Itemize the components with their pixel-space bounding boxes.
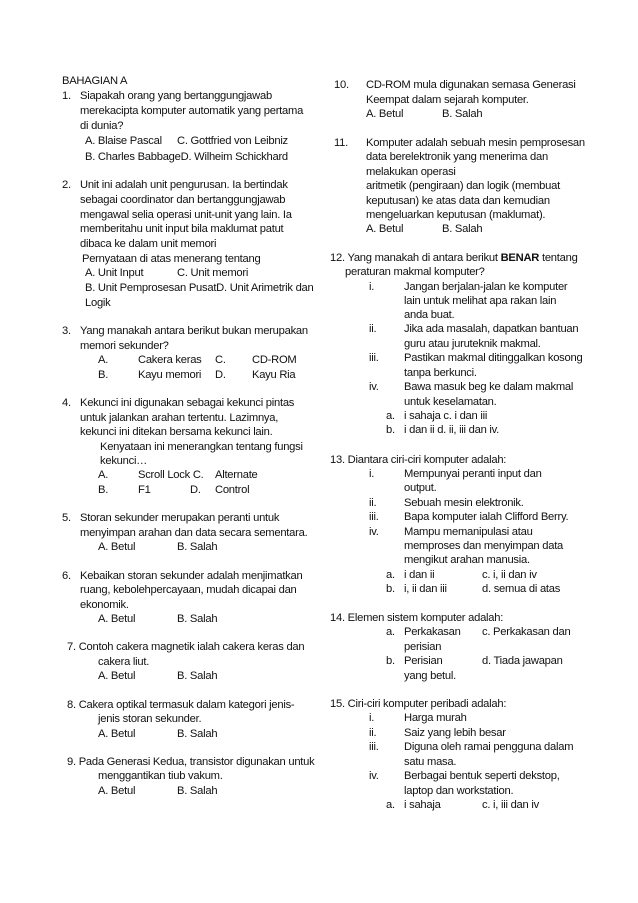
option-a-c: i sahaja c. i dan iii bbox=[404, 410, 488, 422]
question-text: merekacipta komputer automatik yang pertama bbox=[80, 105, 304, 117]
question-text: Yang manakah antara berikut bukan merupakan bbox=[80, 325, 308, 337]
question-text: Keempat dalam sejarah komputer. bbox=[366, 94, 529, 106]
section-title: BAHAGIAN A bbox=[62, 75, 128, 87]
question-text: mengawal selia operasi unit-unit yang lain. Ia bbox=[80, 209, 292, 221]
question-text: peraturan makmal komputer? bbox=[345, 266, 485, 278]
option-c-cont: perisian bbox=[404, 641, 442, 653]
question-text: ekonomik. bbox=[80, 599, 129, 611]
option-a: A. Betul bbox=[98, 785, 136, 797]
item-numeral: i. bbox=[369, 712, 375, 724]
emphasis-benar: BENAR bbox=[500, 252, 540, 264]
item-text: Pastikan makmal ditinggalkan kosong bbox=[404, 352, 583, 364]
item-text: memproses dan menyimpan data bbox=[404, 540, 564, 552]
option-a: Scroll Lock C. bbox=[138, 469, 204, 481]
option-a: A. Betul bbox=[98, 728, 136, 740]
question-text: untuk jalankan arahan tertentu. Lazimnya, bbox=[80, 412, 279, 424]
option-c: c. i, ii dan iv bbox=[482, 569, 537, 581]
option-a: A. Unit Input bbox=[85, 267, 144, 279]
item-numeral: iii. bbox=[369, 511, 379, 523]
option-b-letter: B. bbox=[98, 484, 109, 496]
option-b-d: i dan ii d. ii, iii dan iv. bbox=[404, 424, 500, 436]
option-b: Perisian bbox=[404, 655, 443, 667]
option-b: B. Salah bbox=[177, 670, 218, 682]
item-text: Bapa komputer ialah Clifford Berry. bbox=[404, 511, 569, 523]
question-text: 15. Ciri-ciri komputer peribadi adalah: bbox=[330, 698, 507, 710]
option-c: C. Unit memori bbox=[177, 267, 249, 279]
item-text: Mampu memanipulasi atau bbox=[404, 526, 533, 538]
question-text: memberitahu unit input bila maklumat patut bbox=[80, 223, 284, 235]
option-b: i, ii dan iii bbox=[404, 583, 447, 595]
item-text: Berbagai bentuk seperti dekstop, bbox=[404, 770, 560, 782]
question-number: 5. bbox=[62, 512, 71, 524]
option-a-letter: a. bbox=[386, 799, 395, 811]
item-numeral: ii. bbox=[369, 497, 377, 509]
question-text: mengeluarkan keputusan (maklumat). bbox=[366, 209, 546, 221]
question-text: Unit ini adalah unit pengurusan. Ia bertindak bbox=[80, 179, 288, 191]
item-numeral: i. bbox=[369, 468, 375, 480]
option-a-letter: a. bbox=[386, 626, 395, 638]
option-d-letter: D. bbox=[215, 369, 226, 381]
item-text: lain untuk melihat apa rakan lain bbox=[404, 295, 557, 307]
option-b: Kayu memori bbox=[138, 369, 202, 381]
option-b-letter: b. bbox=[386, 583, 395, 595]
item-numeral: ii. bbox=[369, 727, 377, 739]
item-numeral: iv. bbox=[369, 381, 379, 393]
question-text: data berelektronik yang menerima dan bbox=[366, 151, 548, 163]
question-text: Kenyataan ini menerangkan tentang fungsi bbox=[100, 441, 303, 453]
option-b: B. Salah bbox=[442, 108, 483, 120]
question-number: 6. bbox=[62, 570, 71, 582]
item-numeral: iii. bbox=[369, 741, 379, 753]
question-text: Kekunci ini digunakan sebagai kekunci pintas bbox=[80, 397, 295, 409]
question-number: 11. bbox=[334, 137, 348, 149]
item-text: Jangan berjalan-jalan ke komputer bbox=[404, 281, 568, 293]
question-number: 2. bbox=[62, 179, 71, 191]
question-text: di dunia? bbox=[80, 120, 124, 132]
option-c: c. i, iii dan iv bbox=[482, 799, 539, 811]
question-text: sebagai coordinator dan bertanggungjawab bbox=[80, 194, 286, 206]
option-a-letter: A. bbox=[98, 354, 109, 366]
option-b-letter: b. bbox=[386, 655, 395, 667]
question-text: 12. Yang manakah di antara berikut BENAR tentang bbox=[330, 252, 578, 264]
question-text: menyimpan arahan dan data secara sementara. bbox=[80, 527, 308, 539]
option-a-letter: a. bbox=[386, 569, 395, 581]
question-text: jenis storan sekunder. bbox=[98, 713, 202, 725]
item-numeral: ii. bbox=[369, 323, 377, 335]
question-text: melakukan operasi bbox=[366, 166, 456, 178]
option-b-letter: b. bbox=[386, 424, 395, 436]
item-text: anda buat. bbox=[404, 309, 455, 321]
question-text: CD-ROM mula digunakan semasa Generasi bbox=[366, 79, 576, 91]
item-numeral: iv. bbox=[369, 770, 379, 782]
question-text: 7. Contoh cakera magnetik ialah cakera keras dan bbox=[67, 641, 305, 653]
item-text: satu masa. bbox=[404, 756, 457, 768]
option-a: Perkakasan bbox=[404, 626, 461, 638]
question-text: ruang, kebolehpercayaan, mudah dicapai dan bbox=[80, 584, 297, 596]
option-b: B. Salah bbox=[177, 785, 218, 797]
question-text: keputusan) ke atas data dan kemudian bbox=[366, 195, 550, 207]
item-text: Bawa masuk beg ke dalam makmal bbox=[404, 381, 574, 393]
option-b-letter: B. bbox=[98, 369, 109, 381]
item-numeral: i. bbox=[369, 281, 375, 293]
option-d: d. Tiada jawapan bbox=[482, 655, 563, 667]
option-d-cont: Logik bbox=[85, 297, 111, 309]
option-c: c. Perkakasan dan bbox=[482, 626, 571, 638]
question-text: 13. Diantara ciri-ciri komputer adalah: bbox=[330, 454, 507, 466]
question-number: 1. bbox=[62, 90, 71, 102]
option-a: A. Blaise Pascal bbox=[85, 135, 162, 147]
question-text: 14. Elemen sistem komputer adalah: bbox=[330, 612, 504, 624]
question-text: dibaca ke dalam unit memori bbox=[80, 238, 217, 250]
option-a-letter: A. bbox=[98, 469, 109, 481]
option-d-letter: D. bbox=[190, 484, 201, 496]
item-text: mengikut arahan manusia. bbox=[404, 554, 530, 566]
option-d: Kayu Ria bbox=[252, 369, 296, 381]
option-c: C. Gottfried von Leibniz bbox=[177, 135, 288, 147]
question-text: Komputer adalah sebuah mesin pemprosesan bbox=[366, 137, 585, 149]
option-a: A. Betul bbox=[98, 613, 136, 625]
question-text: 9. Pada Generasi Kedua, transistor digunakan untuk bbox=[67, 756, 315, 768]
item-text: Diguna oleh ramai pengguna dalam bbox=[404, 741, 574, 753]
option-b: B. Salah bbox=[442, 223, 483, 235]
question-number: 3. bbox=[62, 325, 71, 337]
option-d-cont: yang betul. bbox=[404, 670, 456, 682]
question-text: kekunci ini ditekan bersama kekunci lain. bbox=[80, 426, 273, 438]
question-text: Kebaikan storan sekunder adalah menjimatkan bbox=[80, 570, 303, 582]
option-a: i sahaja bbox=[404, 799, 441, 811]
option-d: d. semua di atas bbox=[482, 583, 561, 595]
item-text: untuk keselamatan. bbox=[404, 396, 497, 408]
question-text: cakera liut. bbox=[98, 656, 150, 668]
question-text: memori sekunder? bbox=[80, 340, 169, 352]
option-b-d: B. Unit Pemprosesan PusatD. Unit Arimetrik dan bbox=[85, 282, 314, 294]
option-a: i dan ii bbox=[404, 569, 435, 581]
question-number: 4. bbox=[62, 397, 71, 409]
option-c: CD-ROM bbox=[252, 354, 297, 366]
item-text: Saiz yang lebih besar bbox=[404, 727, 506, 739]
question-text: aritmetik (pengiraan) dan logik (membuat bbox=[366, 180, 560, 192]
option-b: B. Salah bbox=[177, 728, 218, 740]
option-a: A. Betul bbox=[98, 541, 136, 553]
item-text: Harga murah bbox=[404, 712, 467, 724]
option-a: A. Betul bbox=[98, 670, 136, 682]
question-text: Pernyataan di atas menerang tentang bbox=[82, 253, 261, 265]
option-b-d: B. Charles BabbageD. Wilheim Schickhard bbox=[85, 151, 288, 163]
item-text: Sebuah mesin elektronik. bbox=[404, 497, 524, 509]
option-d: Control bbox=[215, 484, 250, 496]
option-a: Cakera keras bbox=[138, 354, 202, 366]
question-text: menggantikan tiub vakum. bbox=[98, 770, 223, 782]
item-text: Jika ada masalah, dapatkan bantuan bbox=[404, 323, 579, 335]
option-b: B. Salah bbox=[177, 541, 218, 553]
option-a: A. Betul bbox=[366, 223, 404, 235]
item-numeral: iv. bbox=[369, 526, 379, 538]
option-c-letter: C. bbox=[215, 354, 226, 366]
option-a: A. Betul bbox=[366, 108, 404, 120]
option-b: F1 bbox=[138, 484, 151, 496]
item-numeral: iii. bbox=[369, 352, 379, 364]
item-text: laptop dan workstation. bbox=[404, 785, 514, 797]
question-text: Storan sekunder merupakan peranti untuk bbox=[80, 512, 280, 524]
item-text: tanpa berkunci. bbox=[404, 367, 477, 379]
item-text: guru atau juruteknik makmal. bbox=[404, 338, 541, 350]
question-text: 8. Cakera optikal termasuk dalam kategori jenis- bbox=[67, 699, 295, 711]
option-b: B. Salah bbox=[177, 613, 218, 625]
option-c: Alternate bbox=[215, 469, 258, 481]
item-text: Mempunyai peranti input dan bbox=[404, 468, 542, 480]
option-a-letter: a. bbox=[386, 410, 395, 422]
item-text: output. bbox=[404, 482, 437, 494]
question-number: 10. bbox=[334, 79, 349, 91]
question-text: Siapakah orang yang bertanggungjawab bbox=[80, 90, 272, 102]
question-text: kekunci… bbox=[100, 455, 148, 467]
